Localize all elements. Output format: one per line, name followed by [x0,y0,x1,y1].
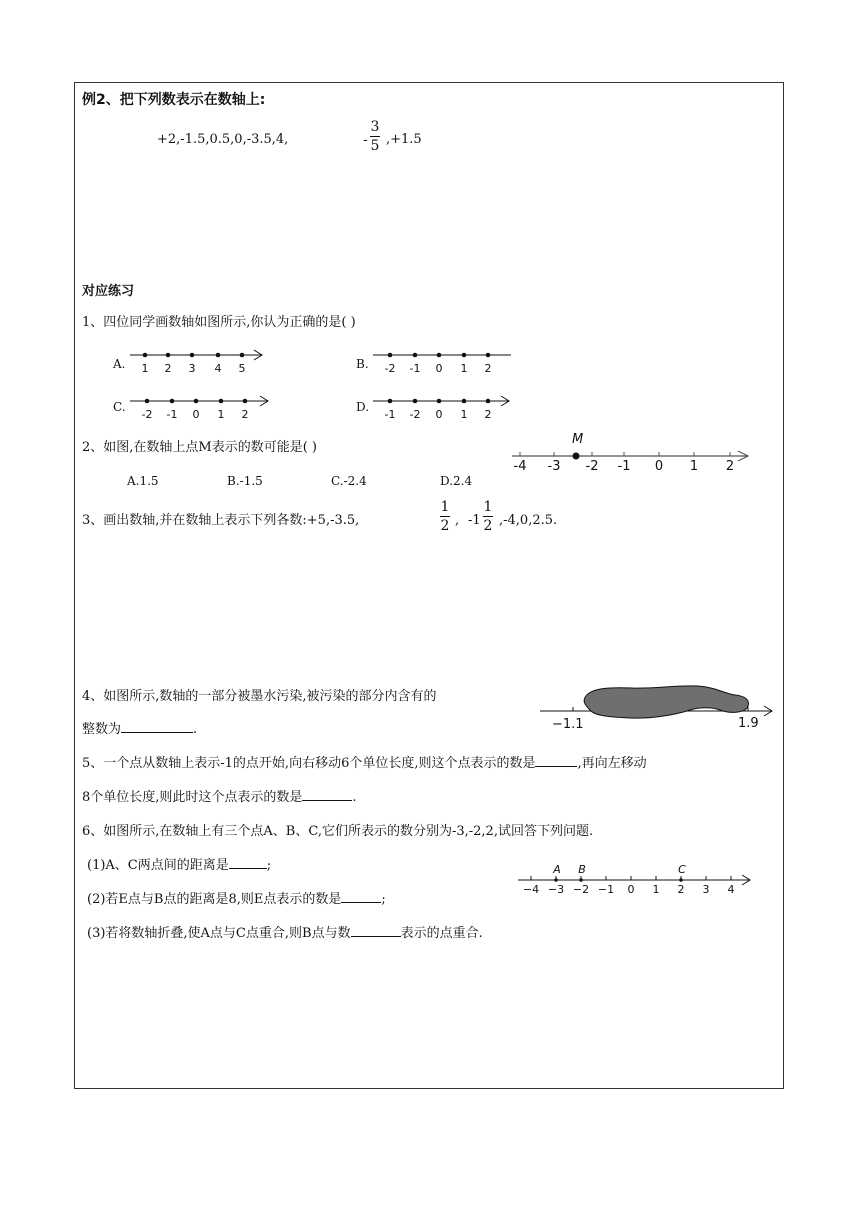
tick-dot [240,353,245,358]
q2-option-d: D.2.4 [440,474,473,488]
q6-sub1-b: ; [266,858,272,873]
point-m-label: M [572,432,584,447]
tick-label: 0 [627,883,635,896]
q1-option-d-numberline [373,392,513,422]
example2-numbers-b: ,+1.5 [386,132,422,147]
tick-label: 0 [435,408,443,421]
tick-label: -2 [409,408,421,421]
fraction-numerator: 1 [483,499,493,515]
tick-label: -2 [141,408,153,421]
fraction-bar [370,136,380,137]
tick-label: −1 [597,883,615,896]
tick-label: 1 [217,408,225,421]
q4-line2-b: . [193,722,198,737]
fraction-bar [483,516,493,517]
tick-label: −4 [522,883,540,896]
tick-dot [145,399,150,404]
tick-dot [462,353,467,358]
example2-fraction [370,120,380,153]
q6-text: 6、如图所示,在数轴上有三个点A、B、C,它们所表示的数分别为-3,-2,2,试回答下列问题. [82,824,594,839]
tick-dot [166,353,171,358]
answer-blank[interactable] [341,902,381,903]
tick-label: −2 [572,883,590,896]
fraction-bar [440,516,450,517]
q1-option-a-label: A. [113,357,126,371]
q6-sub2-b: ; [381,892,386,907]
q2-option-c: C.-2.4 [331,474,367,488]
point-label: C [678,863,686,876]
point-dot [679,878,683,882]
answer-blank[interactable] [535,766,577,767]
tick-dot [388,353,393,358]
point-m-dot [573,453,580,460]
point-dot [579,878,583,882]
tick-dot [437,399,442,404]
tick-dot [143,353,148,358]
tick-label: 3 [188,362,196,375]
tick-label: 2 [241,408,249,421]
q6-sub3 [87,927,483,940]
q2-option-a: A.1.5 [127,474,159,488]
tick-dot [190,353,195,358]
tick-dot [243,399,248,404]
tick-label: 2 [725,459,735,474]
tick-label: -1 [617,459,631,474]
q3-neg-one: -1 [468,513,481,528]
q5-line1-b: ,再向左移动 [577,756,647,771]
tick-label: 4 [214,362,222,375]
q5-line1-a: 5、一个点从数轴上表示-1的点开始,向右移动6个单位长度,则这个点表示的数是 [82,756,536,771]
q4-ink-numberline [540,680,780,732]
tick-label: 2 [164,362,172,375]
q1-option-b-label: B. [356,357,369,371]
tick-dot [413,353,418,358]
answer-blank[interactable] [229,868,267,869]
point-label: A [553,863,561,876]
q6-sub1-a: (1)A、C两点间的距离是 [87,858,229,873]
q5-line1 [82,757,647,770]
answer-blank[interactable] [351,936,401,937]
fraction-denominator: 5 [370,138,380,154]
q1-option-d-label: D. [356,400,370,414]
tick-dot [486,353,491,358]
tick-dot [486,399,491,404]
q2-numberline [512,428,752,476]
tick-label: 4 [727,883,735,896]
tick-dot [216,353,221,358]
fraction-numerator: 3 [370,119,380,135]
tick-label: 0 [192,408,200,421]
q4-line2 [82,723,197,736]
tick-label: 0 [654,459,664,474]
example2-neg-sign: - [363,132,368,148]
tick-label: -1 [166,408,178,421]
ink-right-label: 1.9 [738,716,759,731]
tick-label: 3 [702,883,710,896]
answer-blank[interactable] [302,800,352,801]
example2-numbers-a: +2,-1.5,0.5,0,-3.5,4, [157,132,289,147]
tick-label: 1 [689,459,699,474]
tick-dot [437,353,442,358]
tick-label: -2 [585,459,599,474]
answer-blank[interactable] [121,732,193,733]
q5-line2-a: 8个单位长度,则此时这个点表示的数是 [82,790,303,805]
fraction-numerator: 1 [440,499,450,515]
q2-text: 2、如图,在数轴上点M表示的数可能是( ) [82,440,317,455]
tick-label: 1 [141,362,149,375]
q6-sub2-a: (2)若E点与B点的距离是8,则E点表示的数是 [87,892,342,907]
q3-separator: , [455,513,460,528]
tick-label: 5 [238,362,246,375]
tick-label: 0 [435,362,443,375]
q2-option-b: B.-1.5 [227,474,263,488]
ink-left-label: −1.1 [552,717,584,732]
ink-blot [584,686,748,718]
tick-label: -2 [384,362,396,375]
q5-line2-b: . [352,790,357,805]
q3-text-a: 3、画出数轴,并在数轴上表示下列各数:+5,-3.5, [82,513,360,528]
q3-fraction-1 [440,500,450,533]
tick-label: -1 [409,362,421,375]
q6-numberline [518,860,758,900]
tick-dot [462,399,467,404]
fraction-denominator: 2 [440,518,450,534]
q1-option-a-numberline [130,346,270,376]
tick-dot [413,399,418,404]
tick-label: 2 [677,883,685,896]
tick-label: −3 [547,883,565,896]
q3-text-b: ,-4,0,2.5. [499,513,558,528]
q3-fraction-2 [483,500,493,533]
tick-dot [194,399,199,404]
tick-dot [170,399,175,404]
tick-label: 2 [484,408,492,421]
q6-sub3-a: (3)若将数轴折叠,使A点与C点重合,则B点与数 [87,926,351,941]
q6-sub3-b: 表示的点重合. [400,926,483,941]
point-dot [554,878,558,882]
practice-title: 对应练习 [82,284,135,299]
q6-sub1 [87,859,271,872]
tick-label: -4 [513,459,527,474]
tick-label: -1 [384,408,396,421]
tick-label: 1 [460,362,468,375]
q1-option-c-numberline [130,392,270,422]
tick-label: 1 [652,883,660,896]
tick-label: -3 [547,459,561,474]
tick-dot [219,399,224,404]
tick-label: 2 [484,362,492,375]
tick-label: 1 [460,408,468,421]
q1-text: 1、四位同学画数轴如图所示,你认为正确的是( ) [82,315,356,330]
q1-option-b-numberline [373,346,513,376]
tick-dot [388,399,393,404]
q5-line2 [82,791,357,804]
q1-option-c-label: C. [113,400,126,414]
q4-line1: 4、如图所示,数轴的一部分被墨水污染,被污染的部分内含有的 [82,689,437,704]
q4-line2-a: 整数为 [82,722,122,737]
point-label: B [578,863,586,876]
example2-title: 例2、把下列数表示在数轴上: [82,92,266,108]
fraction-denominator: 2 [483,518,493,534]
q6-sub2 [87,893,386,906]
